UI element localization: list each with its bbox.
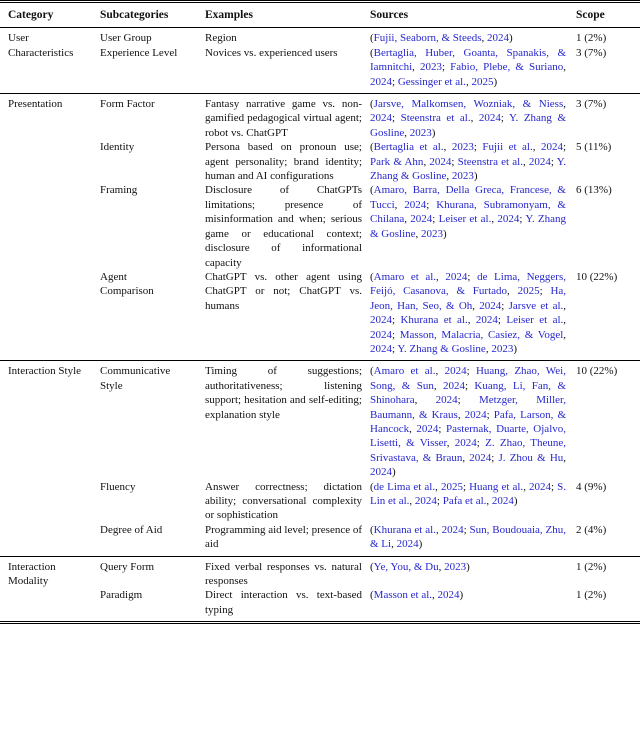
examples-cell: Fantasy narrative game vs. non-gamified pedagogical virtual agent; robot vs. ChatGPT xyxy=(205,94,370,141)
citation-authors-link[interactable]: Y. Zhang & Gosline xyxy=(397,342,486,355)
sources-cell: (de Lima et al., 2025; Huang et al., 2024; S. Lin et al., 2024; Pafa et al., 2024) xyxy=(370,480,567,507)
scope-cell: 1 (2%) xyxy=(576,589,607,602)
column-header-subcategories: Subcategories xyxy=(100,2,205,28)
citation-year-link[interactable]: 2025 xyxy=(440,480,463,493)
citation-authors-link[interactable]: Amaro, Barra, Della Greca, Francese, & Tucci xyxy=(370,184,566,211)
citation-year-link[interactable]: 2024 xyxy=(445,270,468,283)
table-row xyxy=(0,556,640,588)
subcategory-cell: Framing xyxy=(100,184,138,197)
citation-year-link[interactable]: 2024 xyxy=(464,408,487,421)
citation-year-link[interactable]: 2024 xyxy=(442,379,465,392)
subcategory-cell: Form Factor xyxy=(100,94,205,141)
column-header-category: Category xyxy=(0,2,100,28)
examples-cell: Timing of suggestions; authoritativeness; listening support; hesitation and self-editing; explanation style xyxy=(205,361,370,480)
citation-authors-link[interactable]: Park & Ahn xyxy=(370,155,424,168)
sources-cell: (Amaro et al., 2024; Huang, Zhao, Wei, Song, & Sun, 2024; Kuang, Li, Fan, & Shinohara, 2024; Metzger, Miller, Baumann, & Kraus, 2024; Pafa, Larson, & Hancock, 2024; Pasternak, Duarte, Ojalvo, Lisetti, & Visser, 2024; Z. Zhao, Theune, Srivastava, & Braun, 2024; J. Zhou & Hu, 2024) xyxy=(370,361,576,480)
citation-authors-link[interactable]: Pafa, Larson, & Hancock xyxy=(370,408,567,435)
citation-year-link[interactable]: 2024 xyxy=(479,299,502,312)
citation-year-link[interactable]: 2024 xyxy=(370,112,392,125)
citation-year-link[interactable]: 2024 xyxy=(370,328,392,341)
citation-authors-link[interactable]: Masson, Malacria, Casiez, & Vogel xyxy=(399,328,564,341)
sources-cell: (Bertaglia et al., 2023; Fujii et al., 2024; Park & Ahn, 2024; Steenstra et al., 2024; Y. Zhang & Gosline, 2023) xyxy=(370,141,567,183)
scope-cell: 10 (22%) xyxy=(576,270,618,283)
subcategory-cell: Communicative Style xyxy=(100,361,205,480)
sources-cell: (Khurana et al., 2024; Sun, Boudouaia, Zhu, & Li, 2024) xyxy=(370,523,567,551)
citation-authors-link[interactable]: Fujii, Seaborn, & Steeds xyxy=(373,32,482,45)
examples-cell: Disclosure of ChatGPTs limitations; presence of misinformation and when; serious game or educational context; disclosure of informational capacity xyxy=(205,184,362,269)
citation-year-link[interactable]: 2024 xyxy=(491,495,514,507)
citation-authors-link[interactable]: de Lima et al. xyxy=(373,480,436,493)
citation-year-link[interactable]: 2024 xyxy=(444,365,467,378)
citation-year-link[interactable]: 2023 xyxy=(451,141,474,154)
subcategory-cell: Agent Comparison xyxy=(100,270,154,298)
subcategory-cell: Experience Level xyxy=(100,46,178,59)
column-header-examples: Examples xyxy=(205,2,370,28)
citation-authors-link[interactable]: Leiser et al. xyxy=(506,314,564,327)
subcategory-cell: Degree of Aid xyxy=(100,523,163,536)
subcategory-cell: Query Form xyxy=(100,556,205,588)
citation-year-link[interactable]: 2024 xyxy=(454,437,477,450)
category-cell: User Characteristics xyxy=(0,28,100,94)
citation-year-link[interactable]: 2025 xyxy=(517,285,540,298)
scope-cell: 3 (7%) xyxy=(576,46,607,59)
citation-authors-link[interactable]: Huang et al. xyxy=(469,480,524,493)
table-row xyxy=(0,361,640,480)
citation-year-link[interactable]: 2024 xyxy=(497,213,520,226)
citation-authors-link[interactable]: Pafa et al. xyxy=(442,495,487,507)
scope-cell: 2 (4%) xyxy=(576,523,607,536)
citation-year-link[interactable]: 2024 xyxy=(540,141,563,154)
scope-cell: 4 (9%) xyxy=(576,480,607,493)
citation-year-link[interactable]: 2024 xyxy=(487,32,510,45)
citation-year-link[interactable]: 2024 xyxy=(469,451,492,464)
scope-cell: 1 (2%) xyxy=(576,28,640,46)
citation-year-link[interactable]: 2023 xyxy=(420,61,443,74)
citation-year-link[interactable]: 2023 xyxy=(409,126,432,139)
citation-authors-link[interactable]: Huang, Zhao, Wei, Song, & Sun xyxy=(370,365,566,392)
table-header-row xyxy=(0,2,640,28)
examples-cell: ChatGPT vs. other agent using ChatGPT or not; ChatGPT vs. humans xyxy=(205,270,362,312)
sources-cell: (Masson et al., 2024) xyxy=(370,589,464,602)
citation-authors-link[interactable]: Sun, Boudouaia, Zhu, & Li xyxy=(370,523,567,551)
table-body xyxy=(0,28,640,623)
citation-authors-link[interactable]: Kuang, Li, Fan, & Shinohara xyxy=(370,379,566,407)
citation-authors-link[interactable]: de Lima, Neggers, Feijó, Casanova, & Furtado xyxy=(370,270,567,298)
citation-authors-link[interactable]: Khurana et al. xyxy=(373,523,436,536)
citation-year-link[interactable]: 2024 xyxy=(370,342,392,355)
examples-cell: Direct interaction vs. text-based typing xyxy=(205,589,362,616)
citation-year-link[interactable]: 2024 xyxy=(441,523,464,536)
scope-cell: 10 (22%) xyxy=(576,361,640,480)
table-header xyxy=(0,2,640,28)
citation-year-link[interactable]: 2024 xyxy=(414,495,437,507)
examples-cell: Answer correctness; dictation ability; conversational complexity or sophistication xyxy=(205,480,362,522)
citation-year-link[interactable]: 2024 xyxy=(528,155,551,168)
scope-cell: 1 (2%) xyxy=(576,556,640,588)
subcategory-cell: Paradigm xyxy=(100,589,143,602)
subcategory-cell: Fluency xyxy=(100,480,136,493)
citation-year-link[interactable]: 2024 xyxy=(435,394,458,407)
citation-authors-link[interactable]: Bertaglia et al. xyxy=(373,141,444,154)
sources-cell: (Amaro, Barra, Della Greca, Francese, & Tucci, 2024; Khurana, Subramonyam, & Chilana, 2024; Leiser et al., 2024; Y. Zhang & Gosline, 2023) xyxy=(370,184,566,240)
citation-year-link[interactable]: 2024 xyxy=(429,155,452,168)
citation-year-link[interactable]: 2024 xyxy=(370,466,392,479)
scope-cell: 5 (11%) xyxy=(576,141,612,154)
column-header-scope: Scope xyxy=(576,2,640,28)
category-cell: Presentation xyxy=(0,94,100,361)
citation-authors-link[interactable]: Leiser et al. xyxy=(438,213,492,226)
citation-year-link[interactable]: 2023 xyxy=(451,170,474,183)
citation-authors-link[interactable]: S. Lin et al. xyxy=(370,480,567,507)
citation-authors-link[interactable]: Bertaglia, Huber, Goanta, Spanakis, & Iamnitchi xyxy=(370,46,566,74)
sources-cell: (Amaro et al., 2024; de Lima, Neggers, Feijó, Casanova, & Furtado, 2025; Ha, Jeon, Han, Seo, & Oh, 2024; Jarsve et al., 2024; Khurana et al., 2024; Leiser et al., 2024; Masson, Malacria, Casiez, & Vogel, 2024; Y. Zhang & Gosline, 2023) xyxy=(370,270,567,355)
citation-authors-link[interactable]: Ha, Jeon, Han, Seo, & Oh xyxy=(370,285,567,312)
citation-year-link[interactable]: 2024 xyxy=(475,314,498,327)
citation-authors-link[interactable]: Amaro et al. xyxy=(373,365,436,378)
citation-authors-link[interactable]: Fujii et al. xyxy=(482,141,533,154)
subcategory-cell: Identity xyxy=(100,141,135,154)
citation-year-link[interactable]: 2024 xyxy=(478,112,501,125)
citation-authors-link[interactable]: Khurana et al. xyxy=(400,314,468,327)
table-row xyxy=(0,28,640,46)
sources-cell: (Bertaglia, Huber, Goanta, Spanakis, & Iamnitchi, 2023; Fabio, Plebe, & Suriano, 2024; Gessinger et al., 2025) xyxy=(370,46,566,88)
citation-authors-link[interactable]: Amaro et al. xyxy=(373,270,437,283)
citation-year-link[interactable]: 2024 xyxy=(404,198,427,211)
citation-year-link[interactable]: 2024 xyxy=(370,75,392,88)
examples-cell: Region xyxy=(205,28,370,46)
scope-cell: 6 (13%) xyxy=(576,184,612,197)
citation-year-link[interactable]: 2025 xyxy=(471,75,494,88)
citation-year-link[interactable]: 2024 xyxy=(370,314,392,327)
citation-authors-link[interactable]: Khurana, Subramonyam, & Chilana xyxy=(370,198,566,226)
subcategory-cell: User Group xyxy=(100,28,205,46)
citation-year-link[interactable]: 2023 xyxy=(421,227,444,240)
scope-cell: 3 (7%) xyxy=(576,94,640,141)
citation-authors-link[interactable]: Ye, You, & Du xyxy=(373,560,439,573)
citation-year-link[interactable]: 2023 xyxy=(491,342,514,355)
category-cell: Interaction Modality xyxy=(0,556,100,623)
sources-cell: (Ye, You, & Du, 2023) xyxy=(370,556,576,588)
citation-authors-link[interactable]: Masson et al. xyxy=(373,589,433,602)
sources-cell: (Jarsve, Malkomsen, Wozniak, & Niess, 2024; Steenstra et al., 2024; Y. Zhang & Gosline, 2023) xyxy=(370,94,576,141)
citation-authors-link[interactable]: Y. Zhang & Gosline xyxy=(370,112,567,139)
citation-authors-link[interactable]: Y. Zhang & Gosline xyxy=(370,213,566,240)
citation-authors-link[interactable]: Steenstra et al. xyxy=(400,112,471,125)
citation-authors-link[interactable]: Jarsve, Malkomsen, Wozniak, & Niess xyxy=(373,98,564,111)
table-row xyxy=(0,94,640,141)
citation-authors-link[interactable]: Gessinger et al. xyxy=(397,75,466,88)
citation-year-link[interactable]: 2023 xyxy=(444,560,467,573)
examples-cell: Novices vs. experienced users xyxy=(205,46,338,59)
citation-authors-link[interactable]: J. Zhou & Hu xyxy=(498,451,564,464)
examples-cell: Programming aid level; presence of aid xyxy=(205,523,363,551)
citation-authors-link[interactable]: Jarsve et al. xyxy=(508,299,564,312)
citation-year-link[interactable]: 2024 xyxy=(396,538,419,551)
sources-cell: (Fujii, Seaborn, & Steeds, 2024) xyxy=(370,28,576,46)
citation-authors-link[interactable]: Metzger, Miller, Baumann, & Kraus xyxy=(370,394,567,421)
citation-authors-link[interactable]: Fabio, Plebe, & Suriano xyxy=(450,61,564,74)
citation-authors-link[interactable]: Y. Zhang & Gosline xyxy=(370,155,567,183)
citation-year-link[interactable]: 2024 xyxy=(410,213,433,226)
citation-year-link[interactable]: 2024 xyxy=(437,589,460,602)
citation-authors-link[interactable]: Pasternak, Duarte, Ojalvo, Lisetti, & Visser xyxy=(370,422,566,450)
column-header-sources: Sources xyxy=(370,2,576,28)
citation-year-link[interactable]: 2024 xyxy=(416,422,439,435)
category-cell: Interaction Style xyxy=(0,361,100,556)
examples-cell: Persona based on pronoun use; agent personality; brand identity; human and AI configurations xyxy=(205,141,362,183)
citation-authors-link[interactable]: Steenstra et al. xyxy=(457,155,523,168)
examples-cell: Fixed verbal responses vs. natural responses xyxy=(205,556,370,588)
citation-year-link[interactable]: 2024 xyxy=(529,480,552,493)
citation-authors-link[interactable]: Z. Zhao, Theune, Srivastava, & Braun xyxy=(370,437,566,464)
